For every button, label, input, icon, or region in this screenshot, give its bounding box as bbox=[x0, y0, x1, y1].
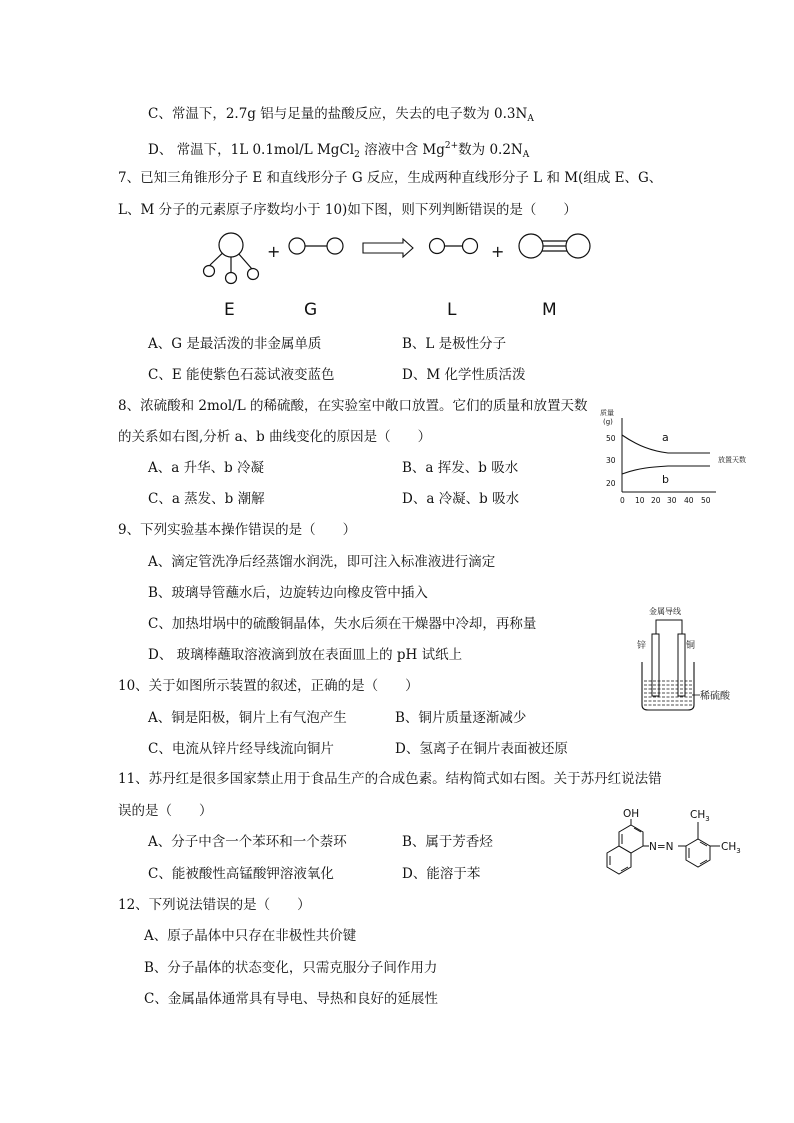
q9-stem: 9、下列实验基本操作错误的是（ ） bbox=[118, 522, 357, 538]
q11-sudan-red-structure bbox=[600, 802, 780, 892]
xtick-0: 0 bbox=[620, 496, 625, 505]
label-copper: 铜 bbox=[686, 641, 696, 651]
label-g: G bbox=[304, 300, 318, 320]
q11-option-d: D、能溶于苯 bbox=[402, 866, 481, 882]
xtick-30: 30 bbox=[667, 496, 677, 505]
q7-stem-line1: 7、已知三角锥形分子 E 和直线形分子 G 反应，生成两种直线形分子 L 和 M(组成 E、G、 bbox=[118, 170, 663, 186]
q8-mass-graph bbox=[598, 404, 778, 508]
q7-option-c: C、E 能使紫色石蕊试液变蓝色 bbox=[148, 367, 335, 383]
q7-option-b: B、L 是极性分子 bbox=[402, 336, 507, 352]
xtick-50: 50 bbox=[701, 496, 711, 505]
q10-option-c: C、电流从锌片经导线流向铜片 bbox=[148, 741, 334, 757]
ytick-20: 20 bbox=[606, 479, 616, 488]
xtick-10: 10 bbox=[635, 496, 645, 505]
plus-sign-1: + bbox=[267, 242, 281, 261]
xtick-20: 20 bbox=[651, 496, 661, 505]
q6-option-d: D、 常温下，1L 0.1mol/L MgCl$_2$ 溶液中含 $Mg^{2+}$数为 $0.2N_A$ bbox=[148, 141, 530, 160]
methyl-top: $CH_3$ bbox=[690, 809, 710, 823]
q10-stem: 10、关于如图所示装置的叙述，正确的是（ ） bbox=[118, 678, 419, 694]
q12-option-b: B、分子晶体的状态变化，只需克服分子间作用力 bbox=[144, 960, 438, 976]
label-wire: 金属导线 bbox=[649, 607, 681, 616]
molecule-m bbox=[519, 234, 590, 258]
label-m: M bbox=[542, 300, 557, 320]
q8-stem-line1: 8、浓硫酸和 2mol/L 的稀硫酸，在实验室中敞口放置。它们的质量和放置天数 bbox=[118, 398, 588, 414]
ytick-30: 30 bbox=[606, 456, 616, 465]
q9-option-c: C、加热坩埚中的硫酸铜晶体，失水后须在干燥器中冷却，再称量 bbox=[148, 616, 537, 632]
graph-xlabel: 放置天数 bbox=[718, 456, 746, 464]
q10-galvanic-cell bbox=[620, 604, 770, 716]
graph-ylabel: 质量 bbox=[600, 409, 614, 417]
oh-group: OH bbox=[623, 808, 640, 820]
label-l: L bbox=[447, 300, 457, 320]
q11-stem-line2: 误的是（ ） bbox=[118, 803, 213, 819]
q8-option-b: B、a 挥发、b 吸水 bbox=[402, 460, 519, 476]
q10-option-a: A、铜是阳极，铜片上有气泡产生 bbox=[148, 710, 347, 726]
label-dilute-acid: 稀硫酸 bbox=[700, 691, 730, 702]
benzene-ring bbox=[686, 839, 710, 867]
methyl-right: $CH_3$ bbox=[721, 841, 741, 855]
molecule-e bbox=[204, 233, 259, 284]
q11-option-b: B、属于芳香烃 bbox=[402, 834, 493, 850]
curve-b-label: b bbox=[662, 473, 669, 486]
q10-option-d: D、氢离子在铜片表面被还原 bbox=[395, 741, 568, 757]
label-zinc: 锌 bbox=[637, 641, 647, 651]
q7-option-a: A、G 是最活泼的非金属单质 bbox=[148, 336, 322, 352]
q7-option-d: D、M 化学性质活泼 bbox=[402, 367, 526, 383]
reaction-arrow bbox=[363, 239, 413, 257]
molecule-g bbox=[289, 238, 343, 254]
q8-option-a: A、a 升华、b 冷凝 bbox=[148, 460, 265, 476]
xtick-40: 40 bbox=[684, 496, 694, 505]
q12-option-c: C、金属晶体通常具有导电、导热和良好的延展性 bbox=[144, 991, 438, 1007]
q9-option-b: B、玻璃导管蘸水后，边旋转边向橡皮管中插入 bbox=[148, 585, 428, 601]
q6-option-c: C、常温下，2.7g 铝与足量的盐酸反应，失去的电子数为 $0.3N_A$ bbox=[148, 106, 534, 124]
q8-option-c: C、a 蒸发、b 潮解 bbox=[148, 491, 265, 507]
q10-option-b: B、铜片质量逐渐减少 bbox=[395, 710, 527, 726]
q9-option-a: A、滴定管洗净后经蒸馏水润洗，即可注入标准液进行滴定 bbox=[148, 554, 496, 570]
q8-option-d: D、a 冷凝、b 吸水 bbox=[402, 491, 520, 507]
azo-group: N=N bbox=[649, 841, 674, 853]
q9-option-d: D、 玻璃棒蘸取溶液滴到放在表面皿上的 pH 试纸上 bbox=[148, 647, 463, 663]
graph-ylabel-unit: (g) bbox=[603, 418, 613, 426]
label-e: E bbox=[224, 300, 235, 320]
q12-option-a: A、原子晶体中只存在非极性共价键 bbox=[144, 928, 357, 944]
q11-option-a: A、分子中含一个苯环和一个萘环 bbox=[148, 834, 347, 850]
q12-stem: 12、下列说法错误的是（ ） bbox=[118, 897, 311, 913]
curve-a-label: a bbox=[662, 431, 669, 444]
q11-stem-line1: 11、苏丹红是很多国家禁止用于食品生产的合成色素。结构简式如右图。关于苏丹红说法错 bbox=[118, 771, 662, 787]
naphthalene-ring bbox=[607, 825, 643, 874]
ytick-50: 50 bbox=[606, 434, 616, 443]
molecule-l bbox=[430, 239, 478, 254]
q7-molecule-figure bbox=[195, 228, 615, 323]
q11-option-c: C、能被酸性高锰酸钾溶液氧化 bbox=[148, 866, 334, 882]
q7-stem-line2: L、M 分子的元素原子序数均小于 10)如下图，则下列判断错误的是（ ） bbox=[118, 202, 577, 218]
q8-stem-line2: 的关系如右图,分析 a、b 曲线变化的原因是（ ） bbox=[118, 429, 432, 445]
plus-sign-2: + bbox=[491, 242, 505, 261]
